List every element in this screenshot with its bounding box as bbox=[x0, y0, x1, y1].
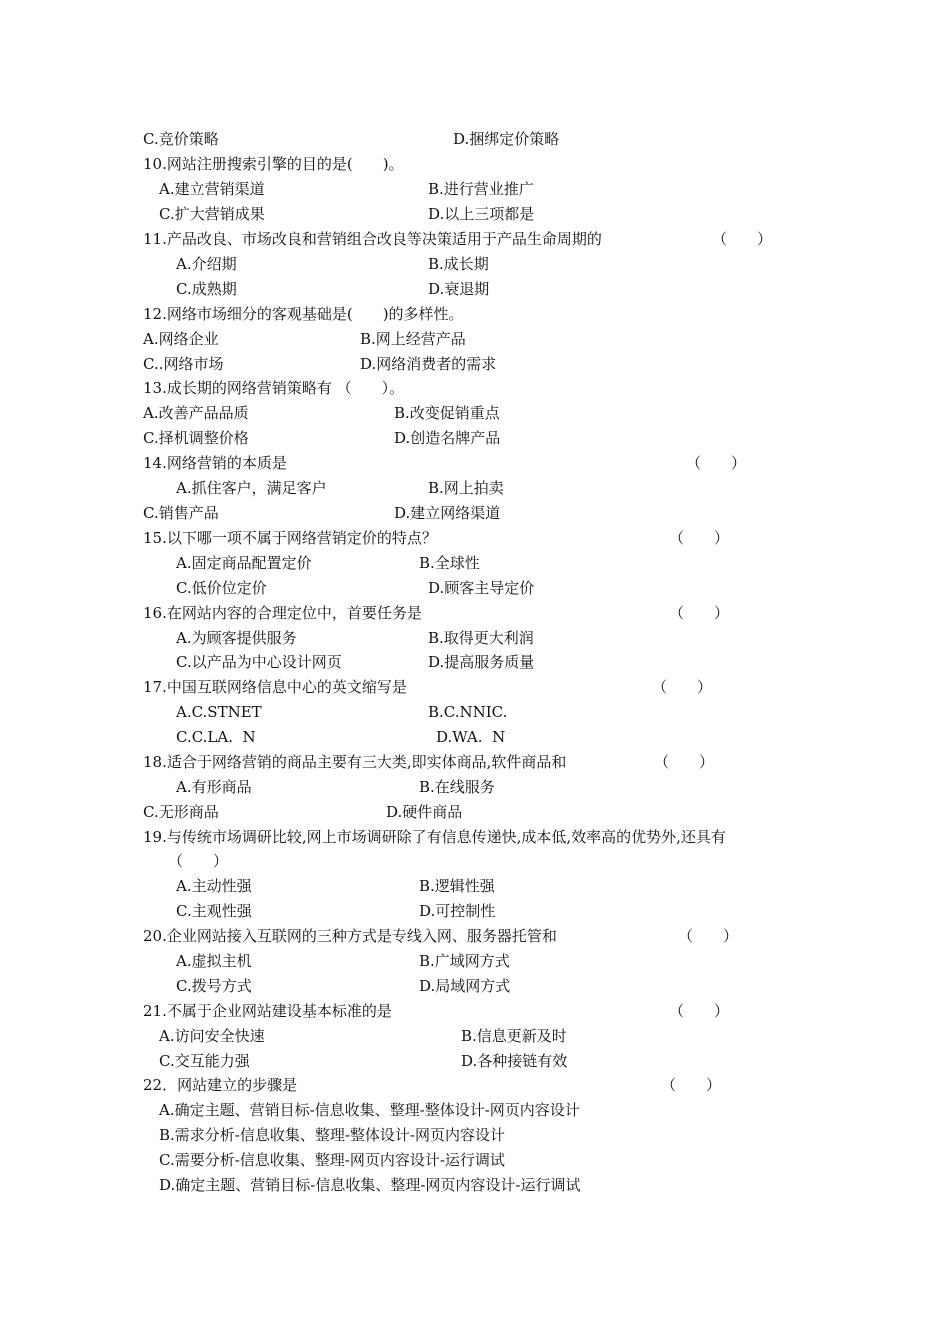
q18-option-b: B.在线服务 bbox=[419, 778, 495, 796]
q10-option-b: B.进行营业推广 bbox=[428, 180, 534, 198]
q21-option-b: B.信息更新及时 bbox=[461, 1027, 567, 1045]
q15-answer-paren: （ ） bbox=[669, 529, 730, 547]
q17-stem: 17.中国互联网络信息中心的英文缩写是 bbox=[143, 678, 407, 696]
q12-option-c: C..网络市场 bbox=[143, 355, 224, 373]
q22-option-c: C.需要分析-信息收集、整理-网页内容设计-运行调试 bbox=[159, 1151, 505, 1169]
q11-answer-paren: （ ） bbox=[712, 230, 773, 248]
q18-answer-paren: （ ） bbox=[654, 753, 715, 771]
q14-answer-paren: （ ） bbox=[686, 454, 747, 472]
q19-option-d: D.可控制性 bbox=[419, 902, 496, 920]
q19-option-a: A.主动性强 bbox=[176, 877, 252, 895]
q9-option-d: D.捆绑定价策略 bbox=[453, 130, 560, 148]
q16-option-a: A.为顾客提供服务 bbox=[176, 629, 297, 647]
q19-stem: 19.与传统市场调研比较,网上市场调研除了有信息传递快,成本低,效率高的优势外,还具有 bbox=[143, 828, 726, 846]
q15-option-d: D.顾客主导定价 bbox=[428, 579, 535, 597]
q15-option-a: A.固定商品配置定价 bbox=[176, 554, 312, 572]
q19-option-c: C.主观性强 bbox=[176, 902, 252, 920]
q15-option-b: B.全球性 bbox=[419, 554, 480, 572]
q20-stem: 20.企业网站接入互联网的三种方式是专线入网、服务器托管和 bbox=[143, 927, 557, 945]
q14-option-c: C.销售产品 bbox=[143, 504, 219, 522]
q15-stem: 15.以下哪一项不属于网络营销定价的特点？ bbox=[143, 529, 437, 547]
q16-option-d: D.提高服务质量 bbox=[428, 653, 535, 671]
q18-option-c: C.无形商品 bbox=[143, 803, 219, 821]
q13-stem: 13.成长期的网络营销策略有 （ ）。 bbox=[143, 379, 405, 397]
q14-stem: 14.网络营销的本质是 bbox=[143, 454, 287, 472]
q17-option-c: C.C.LA. N bbox=[176, 728, 256, 746]
q12-option-b: B.网上经营产品 bbox=[360, 330, 466, 348]
q15-option-c: C.低价位定价 bbox=[176, 579, 267, 597]
q22-option-b: B.需求分析-信息收集、整理-整体设计-网页内容设计 bbox=[159, 1126, 505, 1144]
q17-option-a: A.C.STNET bbox=[176, 703, 262, 721]
q12-option-a: A.网络企业 bbox=[143, 330, 219, 348]
q16-option-c: C.以产品为中心设计网页 bbox=[176, 653, 342, 671]
q10-option-d: D.以上三项都是 bbox=[428, 205, 535, 223]
q21-answer-paren: （ ） bbox=[669, 1002, 730, 1020]
q17-answer-paren: （ ） bbox=[652, 678, 713, 696]
q14-option-a: A.抓住客户，满足客户 bbox=[176, 479, 327, 497]
q11-option-c: C.成熟期 bbox=[176, 280, 237, 298]
q13-option-b: B.改变促销重点 bbox=[394, 404, 500, 422]
q18-option-a: A.有形商品 bbox=[176, 778, 252, 796]
q10-option-a: A.建立营销渠道 bbox=[159, 180, 265, 198]
q20-option-d: D.局域网方式 bbox=[419, 977, 511, 995]
q11-option-a: A.介绍期 bbox=[176, 255, 237, 273]
q12-option-d: D.网络消费者的需求 bbox=[360, 355, 497, 373]
q19-answer-paren: （ ） bbox=[168, 852, 229, 870]
q11-option-b: B.成长期 bbox=[428, 255, 489, 273]
q22-option-d: D.确定主题、营销目标-信息收集、整理-网页内容设计-运行调试 bbox=[159, 1176, 581, 1194]
q22-answer-paren: （ ） bbox=[661, 1076, 722, 1094]
q20-option-c: C.拨号方式 bbox=[176, 977, 252, 995]
q19-option-b: B.逻辑性强 bbox=[419, 877, 495, 895]
q22-stem: 22．网站建立的步骤是 bbox=[143, 1076, 298, 1094]
q13-option-a: A.改善产品品质 bbox=[143, 404, 249, 422]
q20-option-a: A.虚拟主机 bbox=[176, 952, 252, 970]
q21-option-a: A.访问安全快速 bbox=[159, 1027, 265, 1045]
q10-stem: 10.网站注册搜索引擎的目的是( )。 bbox=[143, 155, 404, 173]
q16-answer-paren: （ ） bbox=[669, 604, 730, 622]
q13-option-c: C.择机调整价格 bbox=[143, 429, 249, 447]
q9-option-c: C.竞价策略 bbox=[143, 130, 219, 148]
q16-stem: 16.在网站内容的合理定位中，首要任务是 bbox=[143, 604, 422, 622]
q13-option-d: D.创造名牌产品 bbox=[394, 429, 501, 447]
q22-option-a: A.确定主题、营销目标-信息收集、整理-整体设计-网页内容设计 bbox=[159, 1101, 580, 1119]
q14-option-b: B.网上拍卖 bbox=[428, 479, 504, 497]
q21-stem: 21.不属于企业网站建设基本标准的是 bbox=[143, 1002, 392, 1020]
q16-option-b: B.取得更大利润 bbox=[428, 629, 534, 647]
q18-stem: 18.适合于网络营销的商品主要有三大类,即实体商品,软件商品和 bbox=[143, 753, 567, 771]
q18-option-d: D.硬件商品 bbox=[386, 803, 463, 821]
q17-option-d: D.WA. N bbox=[436, 728, 506, 746]
q11-option-d: D.衰退期 bbox=[428, 280, 490, 298]
q11-stem: 11.产品改良、市场改良和营销组合改良等决策适用于产品生命周期的 bbox=[143, 230, 602, 248]
q12-stem: 12.网络市场细分的客观基础是( )的多样性。 bbox=[143, 305, 464, 323]
q20-answer-paren: （ ） bbox=[678, 927, 739, 945]
q14-option-d: D.建立网络渠道 bbox=[394, 504, 501, 522]
q21-option-d: D.各种接链有效 bbox=[461, 1052, 568, 1070]
q20-option-b: B.广域网方式 bbox=[419, 952, 510, 970]
q10-option-c: C.扩大营销成果 bbox=[159, 205, 265, 223]
q21-option-c: C.交互能力强 bbox=[159, 1052, 250, 1070]
q17-option-b: B.C.NNIC. bbox=[428, 703, 508, 721]
